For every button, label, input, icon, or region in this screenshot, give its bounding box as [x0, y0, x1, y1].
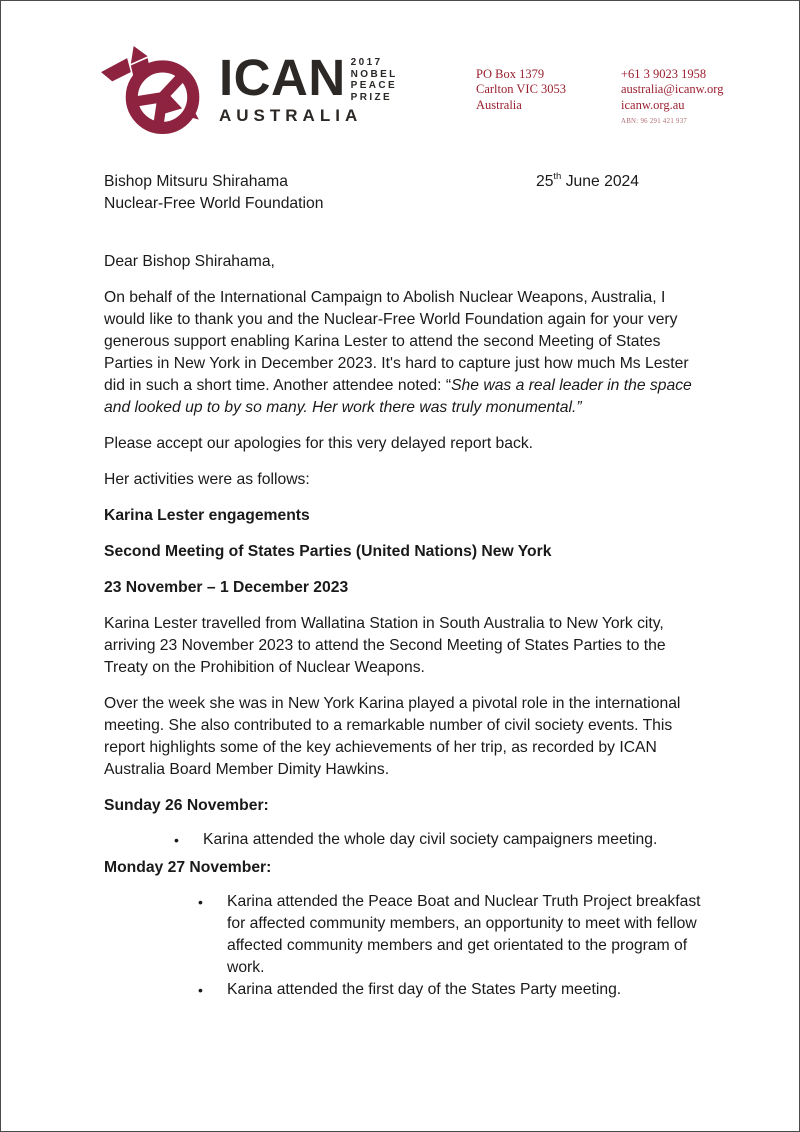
- date-month-year: June 2024: [561, 173, 639, 190]
- address-line: Australia: [476, 97, 522, 112]
- nobel-prize-caption-line: PRIZE: [350, 91, 393, 103]
- list-item: [104, 891, 701, 979]
- contact-detail-line: +61 3 9023 1958: [621, 67, 707, 81]
- addressee-row: [104, 171, 701, 215]
- paragraph-apology: Please accept our apologies for this very delayed report back.: [104, 435, 534, 452]
- list-item-text: Karina attended the first day of the States Party meeting.: [227, 981, 622, 998]
- bullet-icon: •: [198, 894, 203, 910]
- abn-number: ABN: 96 291 421 937: [621, 118, 688, 125]
- list-item: [104, 829, 701, 851]
- attendee-quote: She was a real leader in the space and looked up to by so many. Her work there was truly monumental.: [104, 377, 692, 416]
- list-item-text: Karina attended the Peace Boat and Nuclear Truth Project breakfast for affected community members, an opportunity to meet with fellow affected community members and get orientated to the program of work.: [227, 893, 701, 976]
- logo-sub-wordmark: AUSTRALIA: [219, 106, 363, 126]
- heading-date-range: 23 November – 1 December 2023: [104, 579, 349, 596]
- list-item-text: Karina attended the whole day civil society campaigners meeting.: [203, 831, 658, 848]
- paragraph-intro-text: On behalf of the International Campaign to Abolish Nuclear Weapons, Australia, I would like to thank you and the Nuclear-Free World Foundation again for your very generous support enabling Karina Lester to attend the second Meeting of States Parties in New York in December 2023. It's hard to capture just how much Ms Lester did in such a short time. Another attendee noted: “: [104, 289, 689, 394]
- date-day: 25: [535, 173, 554, 190]
- recipient-name: Bishop Mitsuru Shirahama: [104, 173, 288, 190]
- letter-date: [536, 171, 639, 215]
- nobel-prize-caption: [351, 57, 398, 103]
- bullet-icon: •: [198, 982, 203, 998]
- nobel-prize-caption-line: PEACE: [350, 80, 398, 92]
- paragraph-week-overview: Over the week she was in New York Karina played a pivotal role in the international meeting. She also contributed to a remarkable number of civil society events. This report highlights some of the key achievements of her trip, as recorded by ICAN Australia Board Member Dimity Hawkins.: [104, 695, 681, 778]
- date-ordinal-suffix: th: [553, 170, 562, 182]
- letter-body: [104, 171, 701, 1007]
- sunday-activity-list: [104, 829, 701, 851]
- letterhead: [1, 1, 799, 151]
- heading-engagements: Karina Lester engagements: [104, 507, 310, 524]
- salutation: Dear Bishop Shirahama,: [104, 253, 275, 270]
- paragraph-travel: Karina Lester travelled from Wallatina Station in South Australia to New York city, arriving 23 November 2023 to attend the Second Meeting of States Parties to the Treaty on the Prohibition of Nuclear Weapons.: [104, 615, 666, 676]
- letterhead-contact-details: [621, 67, 723, 113]
- ican-logo-lockup: [100, 46, 398, 141]
- monday-activity-list: [104, 891, 701, 1001]
- heading-monday: Monday 27 November:: [104, 859, 272, 876]
- recipient-block: [104, 171, 323, 215]
- attendee-quote-close: ”: [576, 399, 582, 416]
- logo-wordmark-block: [219, 46, 398, 126]
- nobel-prize-caption-line: NOBEL: [350, 68, 398, 80]
- address-line: PO Box 1379: [476, 67, 545, 81]
- heading-sunday: Sunday 26 November:: [104, 797, 269, 814]
- letterhead-postal-address: [476, 67, 566, 113]
- contact-detail-line: australia@icanw.org: [621, 82, 724, 97]
- list-item: [104, 979, 701, 1001]
- ican-broken-missile-peace-icon: [100, 46, 212, 141]
- address-line: Carlton VIC 3053: [476, 82, 567, 97]
- paragraph-intro: [104, 287, 701, 419]
- logo-wordmark: ICAN: [219, 49, 346, 106]
- heading-meeting: Second Meeting of States Parties (United Nations) New York: [104, 543, 552, 560]
- paragraph-activities-intro: Her activities were as follows:: [104, 471, 310, 488]
- contact-detail-line: icanw.org.au: [621, 97, 685, 112]
- nobel-prize-caption-line: 2017: [350, 57, 383, 68]
- recipient-organisation: Nuclear-Free World Foundation: [104, 195, 324, 212]
- bullet-icon: •: [174, 832, 179, 848]
